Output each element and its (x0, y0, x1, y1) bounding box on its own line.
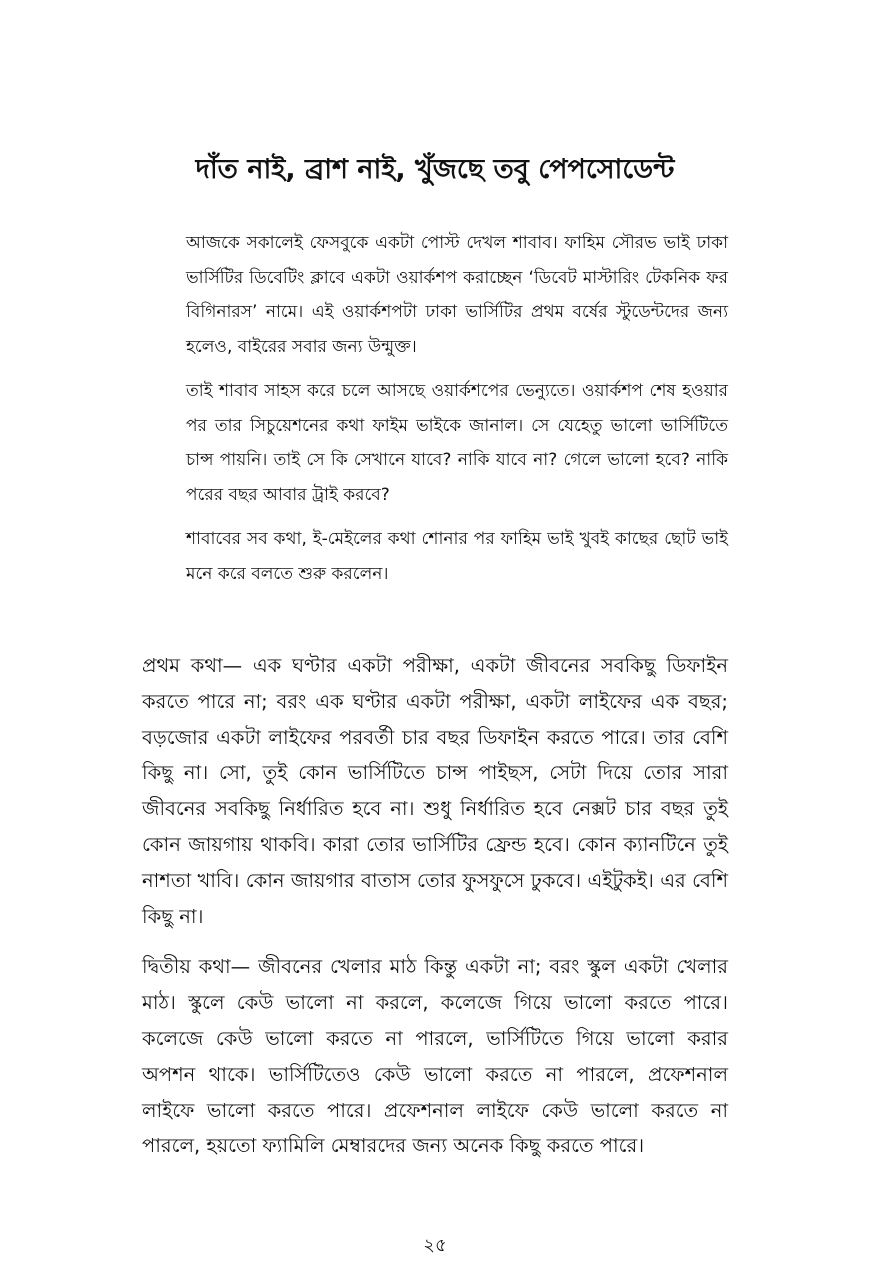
intro-paragraph: শাবাবের সব কথা, ই-মেইলের কথা শোনার পর ফাহিম ভাই খুবই কাছের ছোট ভাই মনে করে বলতে শুরু করলেন। (186, 529, 728, 584)
intro-paragraph: আজকে সকালেই ফেসবুকে একটা পোস্ট দেখল শাবাব। ফাহিম সৌরভ ভাই ঢাকা ভার্সিটির ডিবেটিং ক্লাবে একটা ওয়ার্কশপ করাচ্ছেন ‘ডিবেট মাস্টারিং টেকনিক ফর বিগিনারস’ নামে। এই ওয়ার্কশপটা ঢাকা ভার্সিটির প্রথম বর্ষের স্টুডেন্টদের জন্য হলেও, বাইরের সবার জন্য উন্মুক্ত। (186, 233, 728, 357)
intro-block (186, 226, 728, 601)
chapter-title: দাঁত নাই, ব্রাশ নাই, খুঁজছে তবু পেপসোডেন্ট (195, 154, 675, 185)
body-block (142, 648, 728, 1179)
body-paragraph: দ্বিতীয় কথা— জীবনের খেলার মাঠ কিন্তু একটা না; বরং স্কুল একটা খেলার মাঠ। স্কুলে কেউ ভালো না করলে, কলেজে গিয়ে ভালো করতে পারে। কলেজে কেউ ভালো করতে না পারলে, ভার্সিটিতে গিয়ে ভালো করার অপশন থাকে। ভার্সিটিতেও কেউ ভালো করতে না পারলে, প্রফেশনাল লাইফে ভালো করতে পারে। প্রফেশনাল লাইফে কেউ ভালো করতে না পারলে, হয়তো ফ্যামিলি মেম্বারদের জন্য অনেক কিছু করতে পারে। (142, 955, 728, 1158)
intro-paragraph: তাই শাবাব সাহস করে চলে আসছে ওয়ার্কশপের ভেন্যুতে। ওয়ার্কশপ শেষ হওয়ার পর তার সিচুয়েশনের কথা ফাইম ভাইকে জানাল। সে যেহেতু ভালো ভার্সিটিতে চান্স পায়নি। তাই সে কি সেখানে যাবে? নাকি যাবে না? গেলে ভালো হবে? নাকি পরের বছর আবার ট্রাই করবে? (186, 381, 728, 505)
body-paragraph: প্রথম কথা— এক ঘণ্টার একটা পরীক্ষা, একটা জীবনের সবকিছু ডিফাইন করতে পারে না; বরং এক ঘণ্টার একটা পরীক্ষা, একটা লাইফের এক বছর; বড়জোর একটা লাইফের পরবর্তী চার বছর ডিফাইন করতে পারে। তার বেশি কিছু না। সো, তুই কোন ভার্সিটিতে চান্স পাইছস, সেটা দিয়ে তোর সারা জীবনের সবকিছু নির্ধারিত হবে না। শুধু নির্ধারিত হবে নেক্সট চার বছর তুই কোন জায়গায় থাকবি। কারা তোর ভার্সিটির ফ্রেন্ড হবে। কোন ক্যানটিনে তুই নাশতা খাবি। কোন জায়গার বাতাস তোর ফুসফুসে ঢুকবে। এইটুকই। এর বেশি কিছু না। (142, 654, 728, 928)
page-number: ২৫ (423, 1235, 447, 1256)
